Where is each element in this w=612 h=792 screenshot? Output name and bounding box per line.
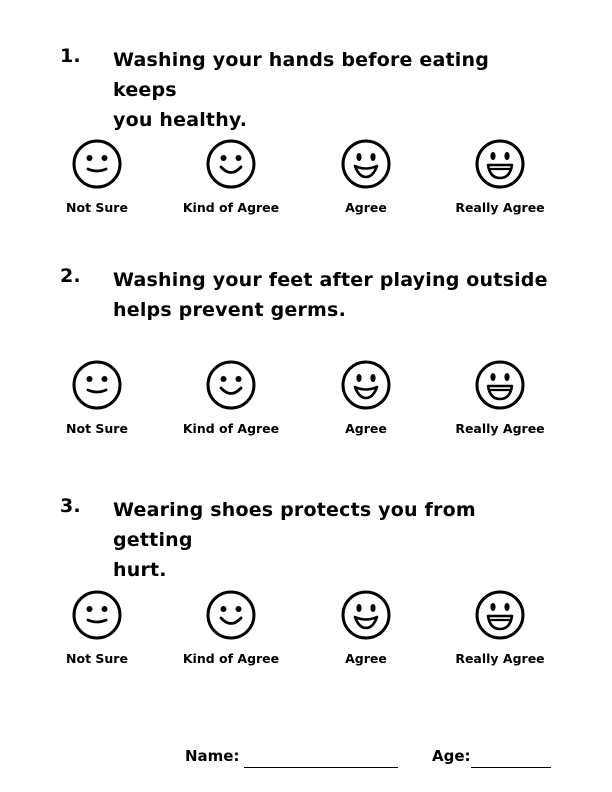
question-1-rating-scale: [0, 138, 612, 228]
question-2-option-agree-label: Agree: [345, 421, 387, 436]
question-1-text: [113, 45, 553, 135]
question-3-option-kind-of-agree[interactable]: [166, 589, 296, 666]
open-smile-face-icon: [340, 359, 392, 411]
question-2-text: [113, 265, 553, 325]
question-3-option-really-agree-label: Really Agree: [455, 651, 545, 666]
question-3-option-not-sure[interactable]: [32, 589, 162, 666]
question-3-option-not-sure-label: Not Sure: [66, 651, 128, 666]
neutral-smile-face-icon: [71, 589, 123, 641]
question-1-option-agree-label: Agree: [345, 200, 387, 215]
age-field[interactable]: [471, 747, 551, 768]
question-2-option-really-agree-label: Really Agree: [455, 421, 545, 436]
question-2-option-not-sure[interactable]: [32, 359, 162, 436]
question-1-option-not-sure-label: Not Sure: [66, 200, 128, 215]
question-2-option-kind-of-agree-label: Kind of Agree: [182, 421, 280, 436]
question-1-option-kind-of-agree[interactable]: [166, 138, 296, 215]
question-3-option-really-agree[interactable]: [435, 589, 565, 666]
question-2-text-line-1: Washing your feet after playing outside: [113, 269, 548, 291]
question-1-number: 1.: [60, 45, 81, 67]
question-1-option-really-agree-label: Really Agree: [455, 200, 545, 215]
question-2-rating-scale: [0, 359, 612, 449]
question-2-option-not-sure-label: Not Sure: [66, 421, 128, 436]
student-info-footer: [0, 745, 612, 775]
big-grin-face-icon: [474, 359, 526, 411]
question-2-option-kind-of-agree[interactable]: [166, 359, 296, 436]
question-3-option-kind-of-agree-label: Kind of Agree: [182, 651, 280, 666]
question-2-option-agree[interactable]: [301, 359, 431, 436]
question-3-text: [113, 495, 553, 585]
open-smile-face-icon: [340, 138, 392, 190]
question-1-option-kind-of-agree-label: Kind of Agree: [182, 200, 280, 215]
name-label: Name:: [185, 747, 240, 765]
question-3-option-agree[interactable]: [301, 589, 431, 666]
question-2-text-line-2: helps prevent germs.: [113, 299, 346, 321]
question-1-option-agree[interactable]: [301, 138, 431, 215]
question-1-option-really-agree[interactable]: [435, 138, 565, 215]
question-1-text-line-1: Washing your hands before eating keeps: [113, 49, 490, 101]
question-3-number: 3.: [60, 495, 81, 517]
question-3-text-line-2: hurt.: [113, 559, 167, 581]
big-grin-face-icon: [474, 589, 526, 641]
open-smile-face-icon: [340, 589, 392, 641]
question-2-number: 2.: [60, 265, 81, 287]
smile-face-icon: [205, 589, 257, 641]
question-3-rating-scale: [0, 589, 612, 679]
question-2-option-really-agree[interactable]: [435, 359, 565, 436]
age-label: Age:: [432, 747, 471, 765]
smile-face-icon: [205, 359, 257, 411]
neutral-smile-face-icon: [71, 359, 123, 411]
big-grin-face-icon: [474, 138, 526, 190]
smile-face-icon: [205, 138, 257, 190]
question-3-text-line-1: Wearing shoes protects you from getting: [113, 499, 476, 551]
question-1-text-line-2: you healthy.: [113, 109, 248, 131]
neutral-smile-face-icon: [71, 138, 123, 190]
question-3-option-agree-label: Agree: [345, 651, 387, 666]
name-field[interactable]: [244, 747, 398, 768]
question-1-option-not-sure[interactable]: [32, 138, 162, 215]
